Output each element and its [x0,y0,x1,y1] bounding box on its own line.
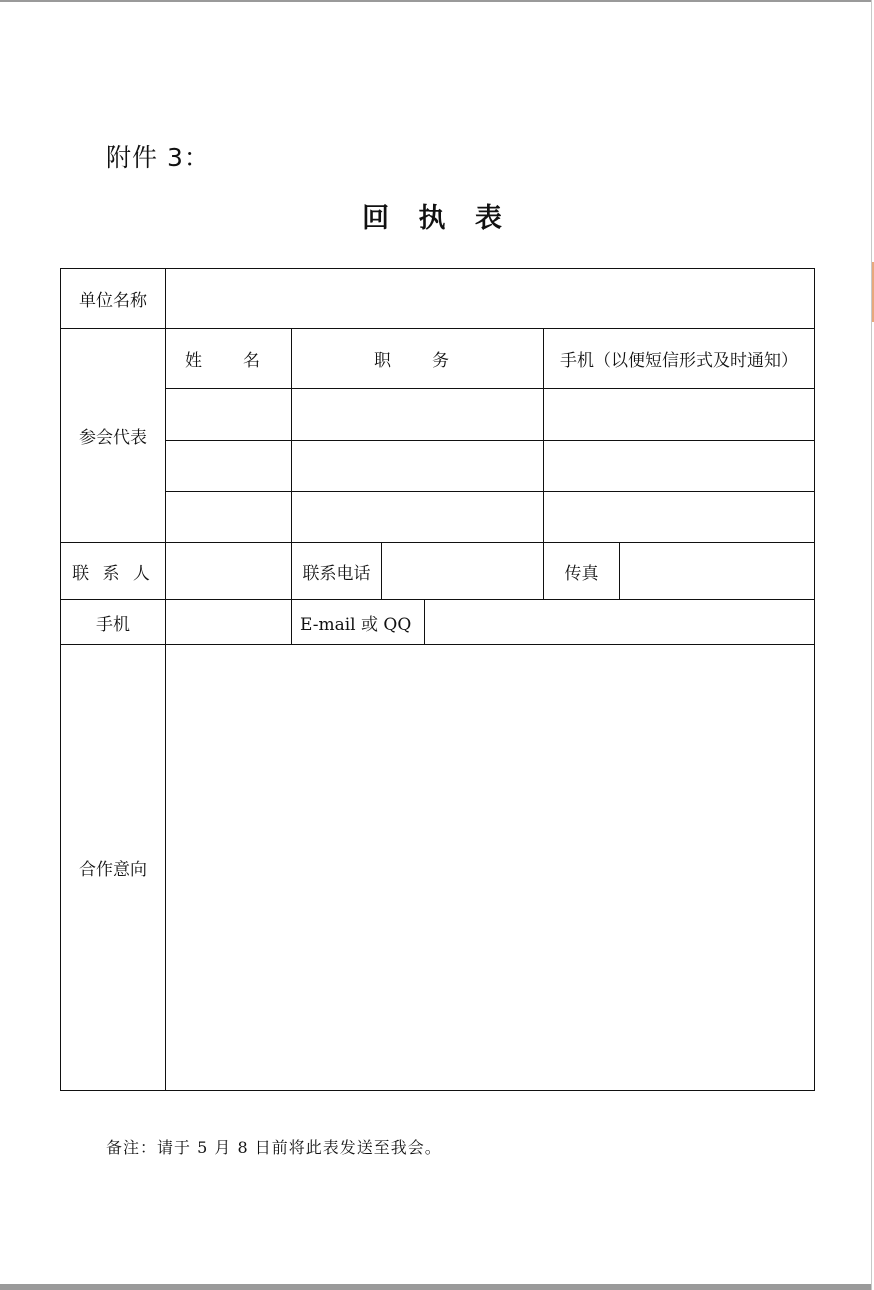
email-qq-field[interactable] [425,600,815,645]
contact-person-field[interactable] [166,543,292,600]
header-position: 职 务 [292,329,544,389]
rep-1-mobile-field[interactable] [544,389,815,441]
note-text: 备注：请于 5 月 8 日前将此表发送至我会。 [106,1138,442,1157]
mobile-field[interactable] [166,600,292,645]
representatives-label: 参会代表 [61,329,166,543]
unit-name-field[interactable] [166,269,815,329]
rep-3-mobile-field[interactable] [544,492,815,543]
rep-3-position-field[interactable] [292,492,544,543]
unit-name-label: 单位名称 [61,269,166,329]
rep-1-name-field[interactable] [166,389,292,441]
email-qq-label: E-mail 或 QQ [292,600,425,645]
document-title: 回 执 表 [362,203,512,234]
header-mobile: 手机（以便短信形式及时通知） [544,329,815,389]
contact-phone-field[interactable] [382,543,544,600]
receipt-form-table [60,268,815,1091]
cooperation-field[interactable] [166,645,815,1091]
rep-2-name-field[interactable] [166,441,292,492]
fax-field[interactable] [620,543,815,600]
header-name: 姓 名 [166,329,292,389]
mobile-label: 手机 [61,600,166,645]
contact-phone-label: 联系电话 [292,543,382,600]
attachment-label: 附件 3： [106,143,210,172]
rep-2-position-field[interactable] [292,441,544,492]
rep-3-name-field[interactable] [166,492,292,543]
rep-1-position-field[interactable] [292,389,544,441]
contact-person-label: 联 系 人 [61,543,166,600]
fax-label: 传真 [544,543,620,600]
document-page [0,2,871,1284]
rep-2-mobile-field[interactable] [544,441,815,492]
cooperation-label: 合作意向 [61,645,166,1091]
